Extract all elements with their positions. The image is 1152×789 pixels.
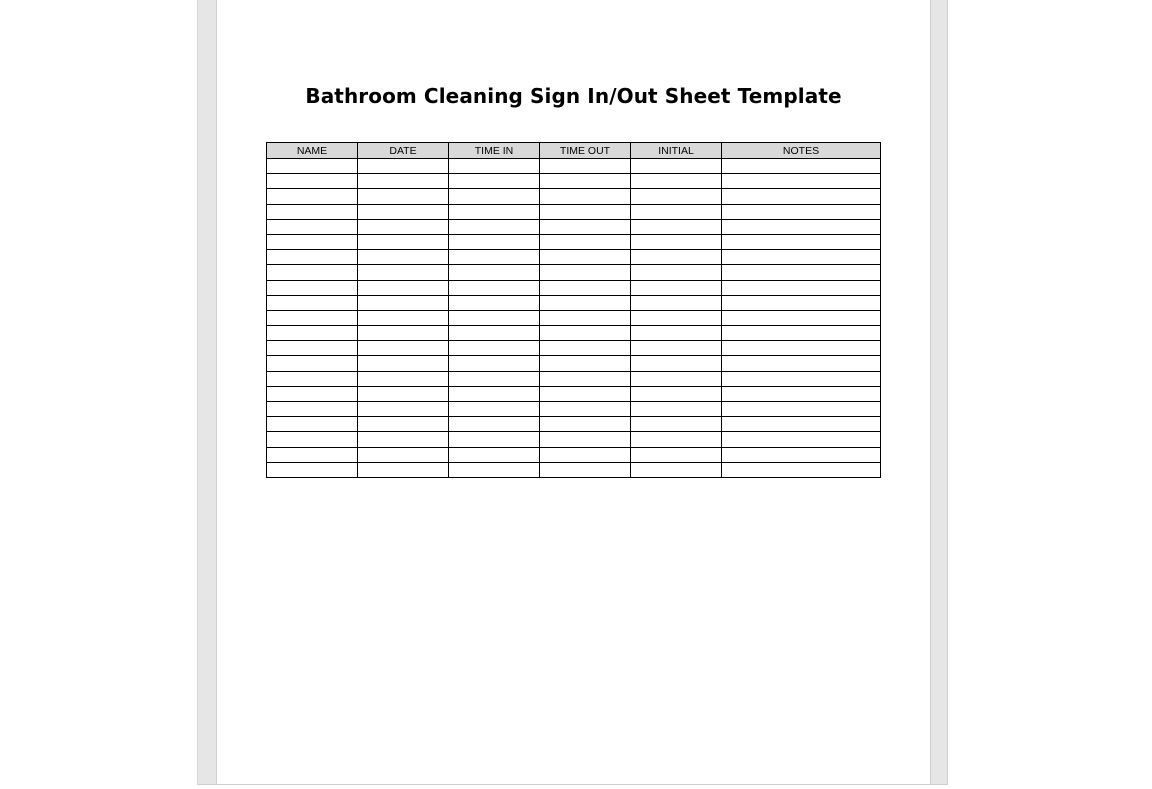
- cell-notes[interactable]: [722, 265, 881, 280]
- cell-date[interactable]: [358, 234, 449, 249]
- cell-initial[interactable]: [631, 402, 722, 417]
- cell-name[interactable]: [267, 159, 358, 174]
- cell-time-in[interactable]: [449, 402, 540, 417]
- cell-initial[interactable]: [631, 234, 722, 249]
- cell-notes[interactable]: [722, 341, 881, 356]
- cell-name[interactable]: [267, 295, 358, 310]
- cell-time-in[interactable]: [449, 159, 540, 174]
- cell-notes[interactable]: [722, 295, 881, 310]
- cell-initial[interactable]: [631, 265, 722, 280]
- cell-initial[interactable]: [631, 341, 722, 356]
- table-row: [267, 417, 881, 432]
- cell-notes[interactable]: [722, 432, 881, 447]
- cell-time-in[interactable]: [449, 341, 540, 356]
- cell-notes[interactable]: [722, 234, 881, 249]
- cell-initial[interactable]: [631, 356, 722, 371]
- cell-initial[interactable]: [631, 159, 722, 174]
- column-header-time-in: TIME IN: [449, 143, 540, 159]
- cell-time-out[interactable]: [540, 265, 631, 280]
- table-row: [267, 462, 881, 477]
- table-row: [267, 174, 881, 189]
- column-header-initial: INITIAL: [631, 143, 722, 159]
- cell-notes[interactable]: [722, 447, 881, 462]
- cell-time-out[interactable]: [540, 356, 631, 371]
- cell-date[interactable]: [358, 447, 449, 462]
- cell-time-in[interactable]: [449, 295, 540, 310]
- cell-notes[interactable]: [722, 219, 881, 234]
- cell-notes[interactable]: [722, 204, 881, 219]
- column-header-date: DATE: [358, 143, 449, 159]
- table-row: [267, 234, 881, 249]
- cell-time-in[interactable]: [449, 174, 540, 189]
- table-row: [267, 295, 881, 310]
- cell-date[interactable]: [358, 204, 449, 219]
- cell-name[interactable]: [267, 174, 358, 189]
- cell-notes[interactable]: [722, 356, 881, 371]
- page-left-margin: [197, 0, 217, 785]
- table-row: [267, 371, 881, 386]
- cell-time-in[interactable]: [449, 417, 540, 432]
- cell-date[interactable]: [358, 265, 449, 280]
- cell-time-in[interactable]: [449, 432, 540, 447]
- cell-time-in[interactable]: [449, 356, 540, 371]
- table-row: [267, 447, 881, 462]
- cell-date[interactable]: [358, 280, 449, 295]
- cell-date[interactable]: [358, 356, 449, 371]
- cell-initial[interactable]: [631, 417, 722, 432]
- cell-name[interactable]: [267, 402, 358, 417]
- cell-name[interactable]: [267, 265, 358, 280]
- table-row: [267, 265, 881, 280]
- cell-time-out[interactable]: [540, 402, 631, 417]
- cell-time-out[interactable]: [540, 310, 631, 325]
- cell-initial[interactable]: [631, 250, 722, 265]
- cell-name[interactable]: [267, 417, 358, 432]
- cell-initial[interactable]: [631, 462, 722, 477]
- cell-name[interactable]: [267, 386, 358, 401]
- cell-time-out[interactable]: [540, 432, 631, 447]
- cell-time-in[interactable]: [449, 250, 540, 265]
- table-row: [267, 204, 881, 219]
- table-row: [267, 432, 881, 447]
- cell-initial[interactable]: [631, 219, 722, 234]
- cell-time-out[interactable]: [540, 295, 631, 310]
- cell-notes[interactable]: [722, 417, 881, 432]
- cell-date[interactable]: [358, 386, 449, 401]
- cell-time-in[interactable]: [449, 310, 540, 325]
- table-row: [267, 280, 881, 295]
- cell-notes[interactable]: [722, 326, 881, 341]
- cell-time-in[interactable]: [449, 189, 540, 204]
- cell-initial[interactable]: [631, 189, 722, 204]
- cell-notes[interactable]: [722, 402, 881, 417]
- cell-notes[interactable]: [722, 280, 881, 295]
- cell-name[interactable]: [267, 462, 358, 477]
- cell-initial[interactable]: [631, 386, 722, 401]
- cell-initial[interactable]: [631, 174, 722, 189]
- cell-notes[interactable]: [722, 462, 881, 477]
- column-header-name: NAME: [267, 143, 358, 159]
- table-row: [267, 250, 881, 265]
- cell-date[interactable]: [358, 371, 449, 386]
- cell-name[interactable]: [267, 204, 358, 219]
- cell-time-in[interactable]: [449, 219, 540, 234]
- cell-initial[interactable]: [631, 280, 722, 295]
- cell-time-in[interactable]: [449, 462, 540, 477]
- cell-time-out[interactable]: [540, 386, 631, 401]
- cell-date[interactable]: [358, 189, 449, 204]
- cell-name[interactable]: [267, 341, 358, 356]
- cell-time-out[interactable]: [540, 417, 631, 432]
- cell-name[interactable]: [267, 250, 358, 265]
- cell-time-in[interactable]: [449, 447, 540, 462]
- table-row: [267, 402, 881, 417]
- cell-name[interactable]: [267, 326, 358, 341]
- cell-date[interactable]: [358, 295, 449, 310]
- page-bottom-edge: [197, 784, 948, 785]
- cell-time-out[interactable]: [540, 174, 631, 189]
- cell-name[interactable]: [267, 356, 358, 371]
- cell-name[interactable]: [267, 280, 358, 295]
- table-row: [267, 310, 881, 325]
- cell-initial[interactable]: [631, 447, 722, 462]
- cell-initial[interactable]: [631, 310, 722, 325]
- cell-date[interactable]: [358, 417, 449, 432]
- cell-initial[interactable]: [631, 371, 722, 386]
- cell-notes[interactable]: [722, 189, 881, 204]
- cell-date[interactable]: [358, 250, 449, 265]
- cell-date[interactable]: [358, 326, 449, 341]
- cell-notes[interactable]: [722, 386, 881, 401]
- table-row: [267, 326, 881, 341]
- cell-time-in[interactable]: [449, 204, 540, 219]
- cell-name[interactable]: [267, 447, 358, 462]
- cell-name[interactable]: [267, 310, 358, 325]
- table-row: [267, 386, 881, 401]
- table-row: [267, 219, 881, 234]
- cell-date[interactable]: [358, 174, 449, 189]
- page-right-margin: [930, 0, 948, 785]
- cell-time-in[interactable]: [449, 234, 540, 249]
- cell-date[interactable]: [358, 219, 449, 234]
- cell-time-out[interactable]: [540, 204, 631, 219]
- cell-initial[interactable]: [631, 326, 722, 341]
- cell-time-out[interactable]: [540, 219, 631, 234]
- cell-time-out[interactable]: [540, 280, 631, 295]
- cell-name[interactable]: [267, 234, 358, 249]
- table-row: [267, 341, 881, 356]
- cell-name[interactable]: [267, 219, 358, 234]
- sign-in-out-table: [266, 142, 881, 478]
- table-row: [267, 189, 881, 204]
- cell-initial[interactable]: [631, 432, 722, 447]
- cell-time-in[interactable]: [449, 265, 540, 280]
- cell-time-out[interactable]: [540, 341, 631, 356]
- cell-date[interactable]: [358, 310, 449, 325]
- cell-time-out[interactable]: [540, 371, 631, 386]
- cell-initial[interactable]: [631, 204, 722, 219]
- cell-time-out[interactable]: [540, 326, 631, 341]
- cell-time-in[interactable]: [449, 326, 540, 341]
- table-body: [267, 159, 881, 478]
- cell-time-out[interactable]: [540, 159, 631, 174]
- cell-notes[interactable]: [722, 174, 881, 189]
- table-row: [267, 159, 881, 174]
- cell-time-in[interactable]: [449, 386, 540, 401]
- cell-date[interactable]: [358, 159, 449, 174]
- cell-date[interactable]: [358, 462, 449, 477]
- cell-time-in[interactable]: [449, 280, 540, 295]
- cell-date[interactable]: [358, 432, 449, 447]
- page-title: Bathroom Cleaning Sign In/Out Sheet Template: [305, 84, 842, 108]
- table-row: [267, 356, 881, 371]
- column-header-time-out: TIME OUT: [540, 143, 631, 159]
- cell-notes[interactable]: [722, 159, 881, 174]
- cell-time-in[interactable]: [449, 371, 540, 386]
- document-page: [217, 0, 930, 784]
- table-header-row: [267, 143, 881, 159]
- cell-notes[interactable]: [722, 310, 881, 325]
- cell-name[interactable]: [267, 432, 358, 447]
- cell-time-out[interactable]: [540, 234, 631, 249]
- cell-notes[interactable]: [722, 250, 881, 265]
- cell-date[interactable]: [358, 341, 449, 356]
- cell-initial[interactable]: [631, 295, 722, 310]
- cell-notes[interactable]: [722, 371, 881, 386]
- cell-date[interactable]: [358, 402, 449, 417]
- column-header-notes: NOTES: [722, 143, 881, 159]
- cell-time-out[interactable]: [540, 250, 631, 265]
- cell-name[interactable]: [267, 371, 358, 386]
- cell-time-out[interactable]: [540, 462, 631, 477]
- cell-time-out[interactable]: [540, 447, 631, 462]
- cell-time-out[interactable]: [540, 189, 631, 204]
- cell-name[interactable]: [267, 189, 358, 204]
